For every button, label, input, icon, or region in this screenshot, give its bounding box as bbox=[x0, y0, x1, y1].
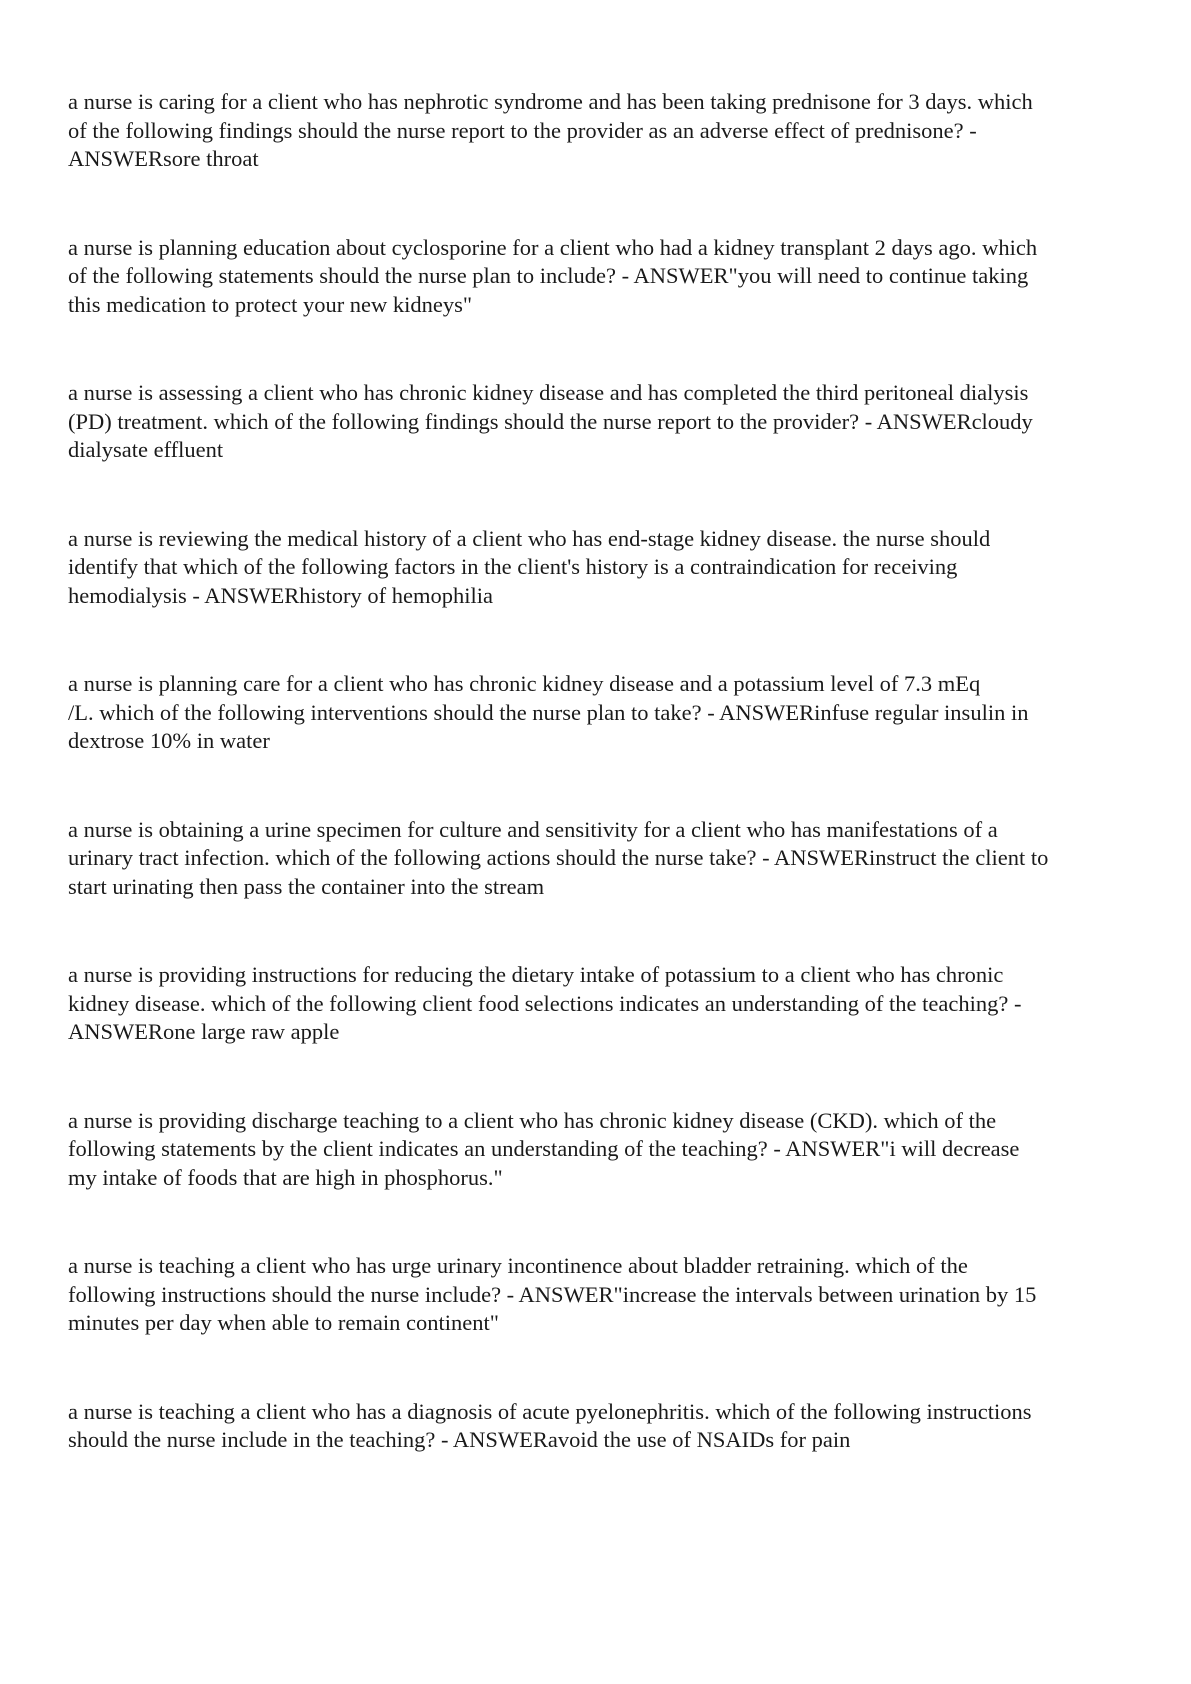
qa-entry-8: a nurse is providing discharge teaching to a client who has chronic kidney disease (CKD). which of the following statements by the client indicates an understanding of the teaching? - ANSWER"i will decrease my intake of foods that are high in phosphorus." bbox=[68, 1107, 1020, 1190]
qa-entry-5: a nurse is planning care for a client who has chronic kidney disease and a potassium level of 7.3 mEq /L. which of the following interventions should the nurse plan to take? - ANSWERinfuse regular insulin in dextrose 10% in water bbox=[68, 671, 1029, 753]
qa-entry-1: a nurse is caring for a client who has nephrotic syndrome and has been taking prednisone for 3 days. which of the following findings should the nurse report to the provider as an adverse effect of prednisone? - ANSWERsore throat bbox=[68, 89, 1033, 171]
qa-entry-4: a nurse is reviewing the medical history of a client who has end-stage kidney disease. the nurse should identify that which of the following factors in the client's history is a contraindication for receiving hemodialysis - ANSWERhistory of hemophilia bbox=[68, 525, 991, 608]
qa-list bbox=[68, 88, 1128, 1515]
qa-entry-7: a nurse is providing instructions for reducing the dietary intake of potassium to a client who has chronic kidney disease. which of the following client food selections indicates an understanding of the teaching? - ANSWERone large raw apple bbox=[68, 962, 1022, 1044]
qa-entry-10: a nurse is teaching a client who has a diagnosis of acute pyelonephritis. which of the following instructions should the nurse include in the teaching? - ANSWERavoid the use of NSAIDs for pain bbox=[68, 1398, 1032, 1452]
qa-entry-9: a nurse is teaching a client who has urge urinary incontinence about bladder retraining. which of the following instructions should the nurse include? - ANSWER"increase the intervals between urination by 15 minutes per day when able to remain continent" bbox=[68, 1253, 1037, 1335]
qa-entry-2: a nurse is planning education about cyclosporine for a client who had a kidney transplant 2 days ago. which of the following statements should the nurse plan to include? - ANSWER"you will need to continue taking this medication to protect your new kidneys" bbox=[68, 234, 1038, 317]
qa-entry-3: a nurse is assessing a client who has chronic kidney disease and has completed the third peritoneal dialysis (PD) treatment. which of the following findings should the nurse report to the provider? - ANSWERcloudy dialysate effluent bbox=[68, 380, 1033, 462]
qa-entry-6: a nurse is obtaining a urine specimen for culture and sensitivity for a client who has manifestations of a urinary tract infection. which of the following actions should the nurse take? - ANSWERinstruct the client to start urinating then pass the container into the stream bbox=[68, 816, 1049, 899]
